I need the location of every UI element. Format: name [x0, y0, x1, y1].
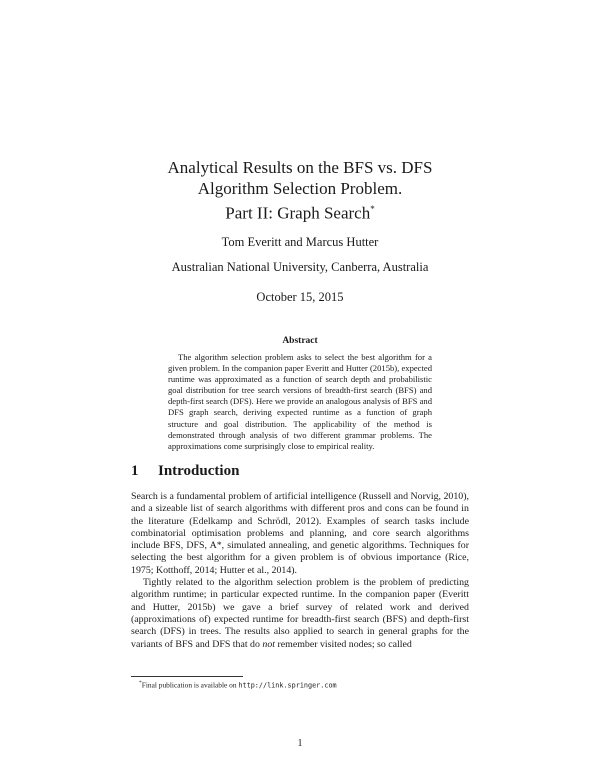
footnote-marker: *: [139, 680, 142, 686]
body-text: [131, 491, 469, 651]
paper-title: [0, 157, 600, 224]
footnote: [139, 680, 337, 689]
paragraph-2-part-a: Tightly related to the algorithm selection problem is the problem of predicting algorithm runtime; in particular expected runtime. In the companion paper (Everitt and Hutter, 2015b) we gave a brief survey of related work and derived (approximations of) expected runtime for breadth-first search (BFS) and depth-first search (DFS) in trees. The results also applied to search in general graphs for the variants of BFS and DFS that do: [131, 577, 469, 650]
footnote-link[interactable]: http://link.springer.com: [238, 681, 337, 690]
paragraph-2: [131, 577, 469, 651]
section-title: Introduction: [158, 463, 240, 479]
title-footnote-marker: *: [370, 204, 375, 214]
footnote-rule: [131, 676, 243, 677]
paragraph-2-emphasis: not: [262, 638, 276, 650]
paragraph-1: Search is a fundamental problem of artificial intelligence (Russell and Norvig, 2010), and a sizeable list of search algorithms with different pros and cons can be found in the literature (Edelkamp and Schrödl, 2012). Examples of search tasks include combinatorial optimisation problems and planning, and core search algorithms include BFS, DFS, A*, simulated annealing, and genetic algorithms. Techniques for selecting the best algorithm for a given problem is of obvious importance (Rice, 1975; Kotthoff, 2014; Hutter et al., 2014).: [131, 491, 469, 576]
title-line-2: Algorithm Selection Problem.: [197, 179, 403, 198]
abstract-text: The algorithm selection problem asks to select the best algorithm for a given problem. In the companion paper Everitt and Hutter (2015b), expected runtime was approximated as a function of search depth and probabilistic goal distribution for tree search versions of breadth-first search (BFS) and depth-first search (DFS). Here we provide an analogous analysis of BFS and DFS graph search, deriving expected runtime as a function of graph structure and goal distribution. The applicability of the method is demonstrated through analysis of two different grammar problems. The approximations come surprisingly close to empirical reality.: [168, 352, 432, 451]
authors: Tom Everitt and Marcus Hutter: [221, 235, 379, 249]
section-heading: [131, 463, 239, 480]
paragraph-2-part-b: remember visited nodes; so called: [275, 638, 412, 650]
section-number: 1: [131, 463, 139, 479]
title-line-3: Part II: Graph Search*: [225, 203, 375, 223]
date: October 15, 2015: [256, 290, 344, 304]
abstract-heading: Abstract: [282, 336, 318, 346]
affiliation: Australian National University, Canberra, Australia: [171, 260, 429, 274]
title-line-1: Analytical Results on the BFS vs. DFS: [167, 158, 433, 177]
footnote-text: Final publication is available on: [141, 680, 239, 690]
page-number: 1: [297, 738, 303, 749]
